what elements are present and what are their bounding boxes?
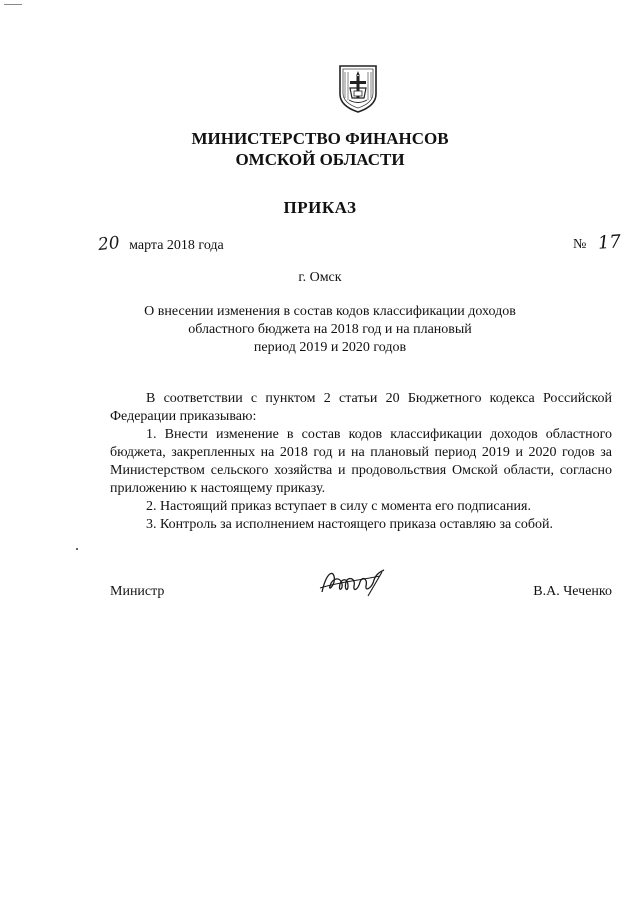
preamble: В соответствии с пунктом 2 статьи 20 Бюджетного кодекса Российской Федерации приказываю: bbox=[110, 391, 612, 424]
signatory-position: Министр bbox=[110, 584, 165, 599]
ministry-line-1: МИНИСТЕРСТВО ФИНАНСОВ bbox=[191, 129, 449, 148]
order-item-2: 2. Настоящий приказ вступает в силу с момента его подписания. bbox=[146, 499, 531, 514]
coat-of-arms-icon bbox=[337, 64, 379, 114]
scan-speck bbox=[76, 548, 78, 550]
order-date bbox=[98, 234, 224, 254]
handwritten-day: 20 bbox=[97, 232, 121, 256]
ministry-name bbox=[0, 128, 640, 170]
subject-line-2: областного бюджета на 2018 год и на плановый bbox=[188, 322, 472, 337]
document-title: ПРИКАЗ bbox=[283, 198, 357, 217]
order-item-3: 3. Контроль за исполнением настоящего приказа оставляю за собой. bbox=[146, 517, 554, 532]
order-number bbox=[573, 232, 621, 253]
date-text: марта 2018 года bbox=[129, 238, 224, 253]
handwritten-number: 17 bbox=[597, 231, 622, 254]
signatory-name: В.А. Чеченко bbox=[533, 584, 612, 599]
scan-mark bbox=[4, 4, 22, 5]
subject-line-3: период 2019 и 2020 годов bbox=[253, 340, 407, 355]
city: г. Омск bbox=[298, 270, 342, 285]
order-body bbox=[110, 390, 612, 534]
order-item-1: 1. Внести изменение в состав кодов классификации доходов областного бюджета, закрепленных на 2018 год и на плановый период 2019 и 2020 годов за Министерством сельского хозяйства и продовольствия Омской области, согласно приложению к настоящему приказу. bbox=[110, 427, 612, 496]
ministry-line-2: ОМСКОЙ ОБЛАСТИ bbox=[235, 150, 405, 169]
order-subject bbox=[110, 303, 550, 357]
handwritten-signature-icon bbox=[318, 566, 388, 600]
subject-line-1: О внесении изменения в состав кодов классификации доходов bbox=[144, 304, 516, 319]
number-label: № bbox=[573, 237, 587, 252]
